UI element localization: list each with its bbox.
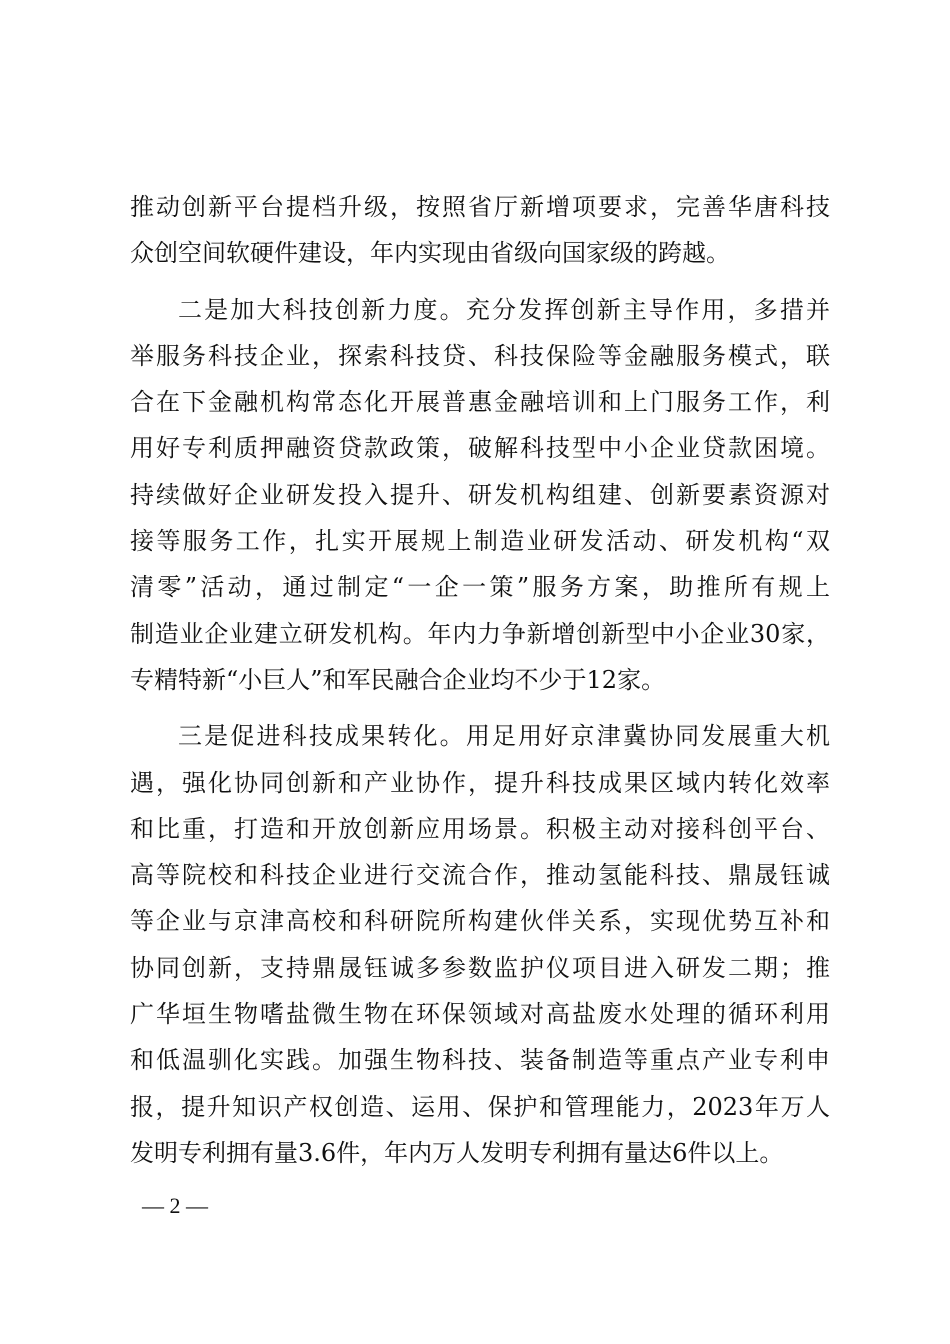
paragraph-3-line-10: 发明专利拥有量3.6件，年内万人发明专利拥有量达6件以上。: [130, 1138, 784, 1167]
paragraph-1-line-1: 推动创新平台提档升级，按照省厅新增项要求，完善华唐科技: [130, 193, 830, 221]
paragraph-gap: [130, 703, 830, 713]
paragraph-2-line-7: 清零”活动，通过制定“一企一策”服务方案，助推所有规上: [130, 573, 830, 602]
page-number: — 2 —: [142, 1193, 208, 1218]
paragraph-3-line-3: 和比重，打造和开放创新应用场景。积极主动对接科创平台、: [130, 814, 830, 843]
paragraph-2-line-6: 接等服务工作，扎实开展规上制造业研发活动、研发机构“双: [130, 527, 830, 556]
paragraph-3-line-4: 高等院校和科技企业进行交流合作，推动氢能科技、鼎晟钰诚: [130, 861, 830, 890]
paragraph-2-line-9: 专精特新“小巨人”和军民融合企业均不少于12家。: [130, 665, 666, 694]
paragraph-3-line-2: 遇，强化协同创新和产业协作，提升科技成果区域内转化效率: [130, 768, 830, 797]
paragraph-3-line-7: 广华垣生物嗜盐微生物在环保领域对高盐废水处理的循环利用: [130, 1000, 830, 1029]
paragraph-2-line-3: 合在下金融机构常态化开展普惠金融培训和上门服务工作，利: [130, 388, 830, 417]
paragraph-2-line-5: 持续做好企业研发投入提升、研发机构组建、创新要素资源对: [130, 480, 830, 509]
paragraph-2-line-4: 用好专利质押融资贷款政策，破解科技型中小企业贷款困境。: [130, 434, 830, 463]
paragraph-2-line-1: 二是加大科技创新力度。充分发挥创新主导作用，多措并: [178, 295, 830, 324]
paragraph-3-line-8: 和低温驯化实践。加强生物科技、装备制造等重点产业专利申: [130, 1046, 830, 1075]
paragraph-3-line-9: 报，提升知识产权创造、运用、保护和管理能力，2023年万人: [130, 1092, 830, 1121]
paragraph-gap: [130, 277, 830, 287]
body-text: [130, 184, 830, 1176]
paragraph-3-line-5: 等企业与京津高校和科研院所构建伙伴关系，实现优势互补和: [130, 907, 830, 936]
paragraph-2-line-2: 举服务科技企业，探索科技贷、科技保险等金融服务模式，联: [130, 341, 830, 370]
paragraph-1-line-2: 众创空间软硬件建设，年内实现由省级向国家级的跨越。: [130, 239, 730, 268]
paragraph-3-line-6: 协同创新，支持鼎晟钰诚多参数监护仪项目进入研发二期；推: [130, 953, 830, 982]
paragraph-2-line-8: 制造业企业建立研发机构。年内力争新增创新型中小企业30家，: [130, 619, 830, 648]
paragraph-3-line-1: 三是促进科技成果转化。用足用好京津冀协同发展重大机: [178, 722, 830, 751]
